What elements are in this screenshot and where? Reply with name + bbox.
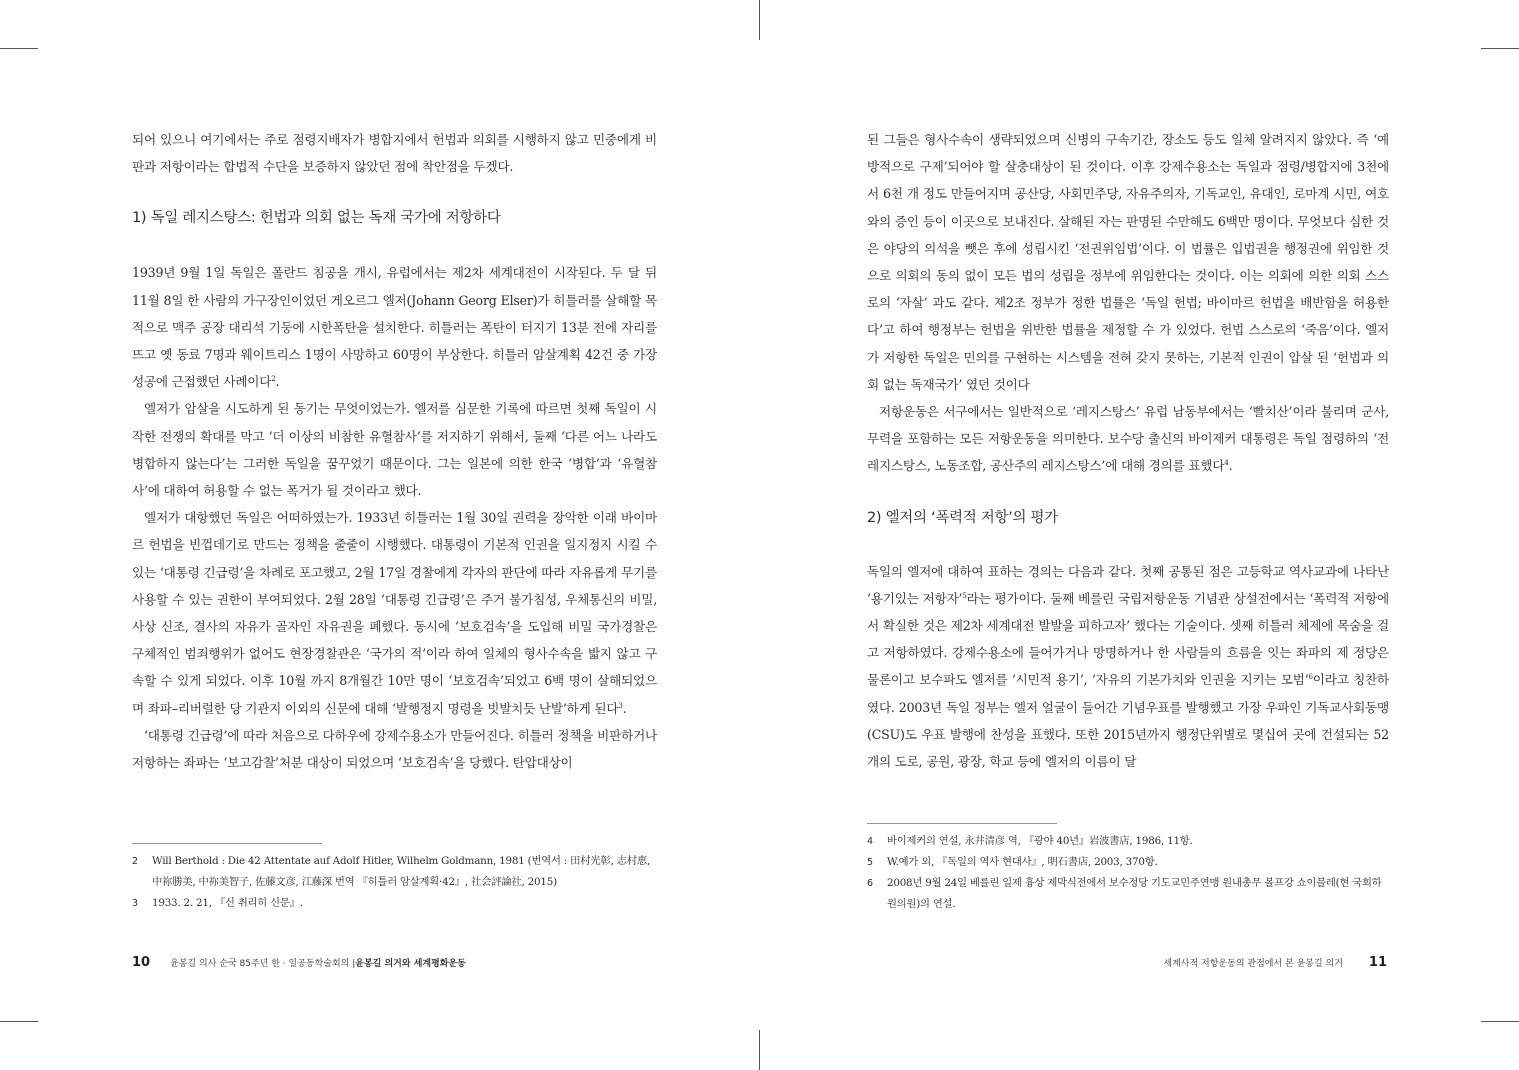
footnote-number: 5 <box>867 857 873 868</box>
paragraph: 되어 있으니 여기에서는 주로 점령지배자가 병합지에서 헌법과 의회를 시행하지 않고 민중에게 비판과 저항이라는 합법적 수단을 보증하지 않았던 점에 착안점을 두겠다. <box>132 132 657 175</box>
footnote <box>132 851 657 893</box>
running-head-title: 윤봉길 의거와 세계평화운동 <box>355 959 466 969</box>
paragraph: 엘저가 암살을 시도하게 된 동기는 무엇이었는가. 엘저를 심문한 기록에 따르면 첫째 독일이 시작한 전쟁의 확대를 막고 ‘더 이상의 비참한 유혈참사’를 저지하기 위해서, 둘째 ‘다른 어느 나라도 병합하지 않는다’는 그러한 독일을 꿈꾸었기 때문이다. 그는 일본에 의한 한국 ‘병합’과 ‘유혈참사’에 대하여 허용할 수 없는 폭거가 될 것이라고 했다. <box>132 401 657 499</box>
paragraph-text: . <box>1228 458 1233 474</box>
paragraph <box>132 259 657 395</box>
section-heading: 1) 독일 레지스탕스: 헌법과 의회 없는 독재 국가에 저항하다 <box>132 210 501 227</box>
footnote-number: 3 <box>132 898 138 909</box>
left-footer <box>132 955 466 970</box>
footnote <box>867 831 1389 852</box>
footnote-number: 4 <box>867 836 873 847</box>
footnote-rule <box>867 823 1057 824</box>
paragraph-text: 저항운동은 서구에서는 일반적으로 ‘레지스탕스’ 유럽 남동부에서는 ‘빨치산’이라 불리며 군사, 무력을 포함하는 모든 저항운동을 의미한다. 보수당 출신의 바이제커 대통령은 독일 점령하의 ‘전 레지스탕스, 노동조합, 공산주의 레지스탕스’에 대해 경의를 표했다 <box>867 404 1389 474</box>
footnote <box>132 893 657 914</box>
footnote-text: W.예가 외, 『독일의 역사 현대사』, 明石書店, 2003, 370항. <box>887 856 1158 868</box>
running-head: 세계사적 저항운동의 관점에서 본 윤봉길 의거 <box>1163 959 1343 969</box>
footnote-ref: 2 <box>271 375 276 384</box>
footnote-ref: 5 <box>962 591 967 600</box>
paragraph-text: . <box>275 374 280 390</box>
page-number: 11 <box>1368 955 1387 970</box>
right-footer <box>1163 955 1387 970</box>
footnote-rule <box>132 843 322 844</box>
footnote-ref: 6 <box>1308 673 1313 682</box>
paragraph <box>867 398 1389 480</box>
paragraph-text: 이라고 칭찬하였다. 2003년 독일 정부는 엘저 얼굴이 들어간 기념우표를 발행했고 가장 우파인 기독교사회동맹(CSU)도 우표 발행에 찬성을 표했다. 또한 2015년까지 행정단위별로 몇십여 곳에 건설되는 52개의 도로, 공원, 광장, 학교 등에 엘저의 이름이 달 <box>867 672 1389 770</box>
footnote <box>867 873 1389 915</box>
paragraph-text: 엘저가 대항했던 독일은 어떠하였는가. 1933년 히틀러는 1월 30일 권력을 장악한 이래 바이마르 헌법을 빈껍데기로 만드는 정책을 줄줄이 시행했다. 대통령이 기본적 인권을 일지정지 시킬 수 있는 ‘대통령 긴급령’을 차례로 포고했고, 2월 17일 경찰에게 각자의 판단에 따라 자유롭게 무기를 사용할 수 있는 권한이 부여되었다. 2월 28일 ‘대통령 긴급령’은 주거 불가침성, 우체통신의 비밀, 사상 신조, 결사의 자유가 골자인 자유권을 폐했다. 동시에 ‘보호검속’을 도입해 비밀 국가경찰은 구체적인 범죄행위가 없어도 현장경찰관은 ‘국가의 적’이라 하여 일체의 형사수속을 밟지 않고 구속할 수 있게 되었다. 이후 10월 까지 8개월간 10만 명이 ‘보호검속’되었고 6백 명이 살해되었으며 좌파–리버럴한 당 기관지 이외의 신문에 대해 ‘발행정지 명령을 빗발치듯 난발’하게 된다 <box>132 510 657 716</box>
running-head: 윤봉길 의사 순국 85주년 한 · 일공동학술회의 | <box>170 959 356 969</box>
paragraph <box>132 504 657 722</box>
paragraph-text: 라는 평가이다. 둘째 베를린 국립저항운동 기념관 상설전에서는 ‘폭력적 저항에서 확실한 것은 제2차 세계대전 발발을 피하고자’ 했다는 기술이다. 셋째 히틀러 체제에 목숨을 걸고 저항하였다. 강제수용소에 들어가거나 망명하거나 한 사람들의 흐름을 잇는 좌파의 제 정당은 물론이고 보수파도 엘저를 ‘시민적 용기’, ‘자유의 기본가치와 인권을 지키는 모범’ <box>867 590 1389 688</box>
footnote-ref: 3 <box>618 701 623 710</box>
paragraph: ‘대통령 긴급령’에 따라 처음으로 다하우에 강제수용소가 만들어진다. 히틀러 정책을 비판하거나 저항하는 좌파는 ‘보고감찰’처분 대상이 되었으며 ‘보호검속’을 당했다. 탄압대상이 <box>132 727 657 771</box>
right-page <box>760 0 1519 1070</box>
footnote-text: 1933. 2. 21, 『신 취리히 신문』. <box>152 897 303 909</box>
footnote-ref: 4 <box>1224 459 1229 468</box>
paragraph-text: . <box>622 700 627 716</box>
footnote-text: Will Berthold : Die 42 Attentate auf Adolf Hitler, Wilhelm Goldmann, 1981 (번역서 : 田村光彰, 志村恵, 中祢勝美, 中祢美智子, 佐藤文彦, 江藤深 번역 『히틀러 암살계획·42』, 社会評論社, 2015) <box>152 855 651 888</box>
page-number: 10 <box>132 955 151 970</box>
left-footnotes <box>132 851 657 914</box>
footnote <box>867 852 1389 873</box>
left-body-text <box>132 126 657 776</box>
section-heading: 2) 엘저의 ‘폭력적 저항’의 평가 <box>867 509 1058 526</box>
paragraph: 된 그들은 형사수속이 생략되었으며 신병의 구속기간, 장소도 등도 일체 알려지지 않았다. 즉 ‘예방적으로 구제’되어야 할 살충대상이 된 것이다. 이후 강제수용소는 독일과 점령/병합지에 3천에서 6천 개 정도 만들어지며 공산당, 사회민주당, 자유주의자, 기독교인, 유대인, 로마계 시민, 여호와의 증인 등이 이곳으로 보내진다. 살해된 자는 판명된 수만해도 6백만 명이다. 무엇보다 심한 것은 야당의 의석을 뺏은 후에 성립시킨 ‘전권위임법’이다. 이 법률은 입법권을 행정권에 위임한 것으로 의회의 동의 없이 모든 법의 성립을 정부에 위임한다는 것이다. 이는 의회에 의한 의회 스스로의 ‘자살’ 과도 같다. 제2조 정부가 정한 법률은 ‘독일 헌법; 바이마르 헌법을 배반함을 허용한다’고 하여 행정부는 헌법을 위반한 법률을 제정할 수 가 있었다. 헌법 스스로의 ‘죽음’이다. 엘저가 저항한 독일은 민의를 구현하는 시스템을 전혀 갖지 못하는, 기본적 인권이 압살 된 ‘헌법과 의회 없는 독재국가’ 였던 것이다 <box>867 132 1389 392</box>
footnote-text: 2008년 9월 24일 베를린 일제 흉상 제막식전에서 보수정당 기도교민주연맹 원내총무 볼프강 쇼이블레(현 국회하원의원)의 연설. <box>887 877 1382 910</box>
left-page <box>0 0 759 1070</box>
footnote-number: 2 <box>132 856 138 867</box>
paragraph-text: 1939년 9월 1일 독일은 폴란드 침공을 개시, 유럽에서는 제2차 세계대전이 시작된다. 두 달 뒤 11월 8일 한 사람의 가구장인이었던 게오르그 엘저(Johann Georg Elser)가 히틀러를 살해할 목적으로 맥주 공장 대리석 기둥에 시한폭탄을 설치한다. 히틀러는 폭탄이 터지기 13분 전에 자리를 뜨고 옛 동료 7명과 웨이트리스 1명이 사망하고 60명이 부상한다. 히틀러 암살계획 42건 중 가장 성공에 근접했던 사례이다 <box>132 265 657 390</box>
footnote-number: 6 <box>867 878 873 889</box>
footnote-text: 바이제커의 연설, 永井清彦 역, 『광야 40년』岩波書店, 1986, 11항. <box>887 835 1193 847</box>
right-body-text <box>867 126 1389 775</box>
right-footnotes <box>867 831 1389 915</box>
paragraph-text: 독일의 엘저에 대하여 표하는 경의는 다음과 같다. 첫째 공통된 점은 고등학교 역사교과에 나타난 ‘용기있는 저항자’ <box>867 563 1389 606</box>
paragraph <box>867 558 1389 776</box>
